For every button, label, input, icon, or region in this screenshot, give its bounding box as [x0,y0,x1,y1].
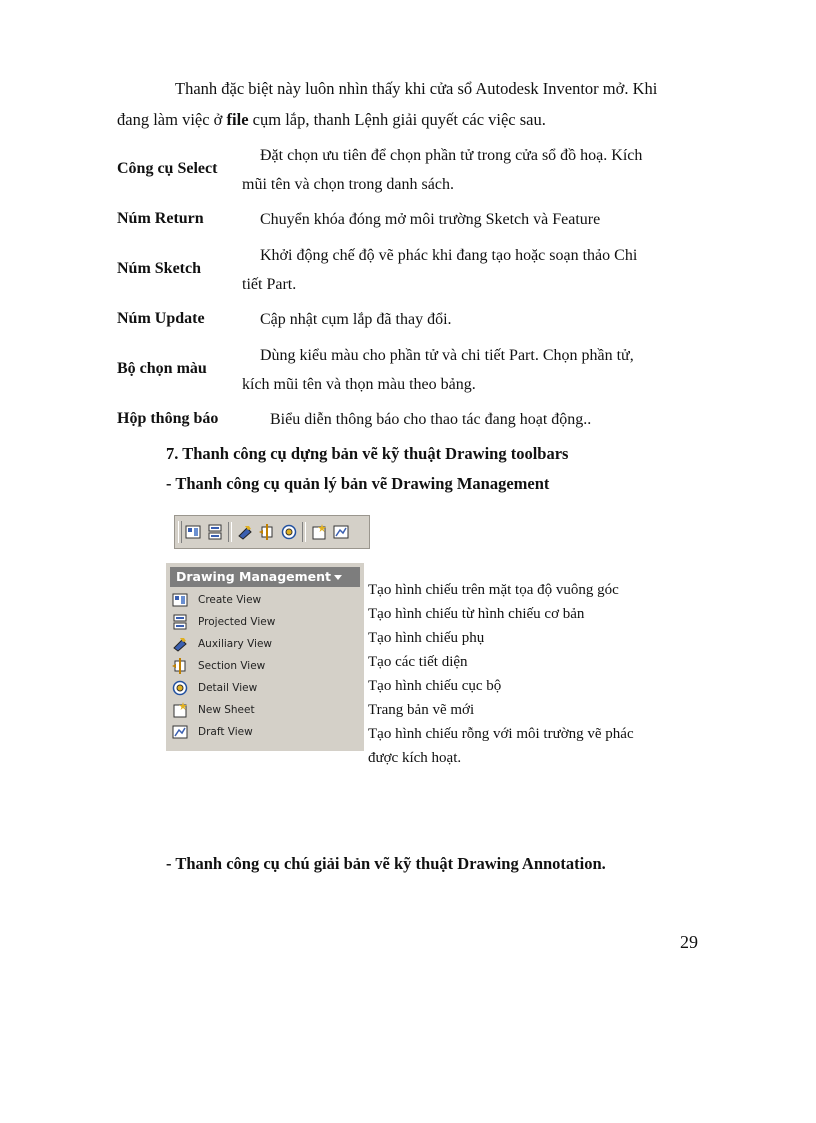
subheading-drawing-management: - Thanh công cụ quản lý bản vẽ Drawing Management [166,474,550,493]
create-view-icon [172,592,188,608]
chevron-down-icon [334,575,342,580]
projected-view-icon[interactable] [207,524,223,540]
section-heading: 7. Thanh công cụ dựng bản vẽ kỹ thuật Drawing toolbars [166,444,569,463]
section-view-icon[interactable] [259,524,275,540]
page-number: 29 [680,932,698,952]
detail-view-icon[interactable] [281,524,297,540]
panel-item-projected-view[interactable]: Projected View [172,612,352,632]
desc-message-box: Biểu diễn thông báo cho thao tác đang hoạt động.. [270,411,592,428]
desc-detail-view: Tạo hình chiếu cục bộ [368,678,502,694]
draft-view-icon [172,724,188,740]
panel-item-new-sheet[interactable]: New Sheet [172,700,352,720]
desc-auxiliary-view: Tạo hình chiếu phụ [368,630,485,646]
term-color-picker: Bộ chọn màu [117,360,207,377]
draft-view-icon[interactable] [333,524,349,540]
drawing-management-toolbar [174,515,370,549]
detail-view-icon [172,680,188,696]
projected-view-icon [172,614,188,630]
desc-select-tool-1: Đặt chọn ưu tiên để chọn phần tử trong cửa sổ đồ hoạ. Kích [260,147,643,164]
panel-item-auxiliary-view[interactable]: Auxiliary View [172,634,352,654]
term-sketch-button: Núm Sketch [117,260,202,277]
intro-line-2: đang làm việc ở file cụm lắp, thanh Lệnh giải quyết các việc sau. [117,110,546,129]
subheading-drawing-annotation: - Thanh công cụ chú giải bản vẽ kỹ thuật Drawing Annotation. [166,854,606,873]
desc-sketch-button-1: Khởi động chế độ vẽ phác khi đang tạo hoặc soạn thảo Chi [260,247,638,264]
desc-new-sheet: Trang bản vẽ mới [368,702,475,718]
new-sheet-icon[interactable] [311,524,327,540]
desc-projected-view: Tạo hình chiếu từ hình chiếu cơ bản [368,606,585,622]
desc-section-view: Tạo các tiết diện [368,654,468,670]
auxiliary-view-icon [172,636,188,652]
desc-color-picker-2: kích mũi tên và thọn màu theo bảng. [242,376,476,393]
toolbar-separator [302,522,306,542]
panel-item-detail-view[interactable]: Detail View [172,678,352,698]
desc-return-button: Chuyển khóa đóng mở môi trường Sketch và Feature [260,211,601,228]
panel-item-section-view[interactable]: Section View [172,656,352,676]
desc-select-tool-2: mũi tên và chọn trong danh sách. [242,176,454,193]
drawing-management-panel [166,563,364,751]
auxiliary-view-icon[interactable] [237,524,253,540]
panel-header[interactable]: Drawing Management [170,567,360,587]
panel-item-create-view[interactable]: Create View [172,590,352,610]
intro-line-1: Thanh đặc biệt này luôn nhìn thấy khi cửa sổ Autodesk Inventor mở. Khi [175,79,658,98]
panel-item-draft-view[interactable]: Draft View [172,722,352,742]
term-update-button: Núm Update [117,310,205,327]
new-sheet-icon [172,702,188,718]
desc-draft-view-cont: được kích hoạt. [368,750,462,766]
desc-update-button: Cập nhật cụm lắp đã thay đổi. [260,311,452,328]
create-view-icon[interactable] [185,524,201,540]
desc-sketch-button-2: tiết Part. [242,276,297,293]
desc-color-picker-1: Dùng kiểu màu cho phần tử và chi tiết Part. Chọn phần tử, [260,347,634,364]
term-select-tool: Công cụ Select [117,160,218,177]
term-return-button: Núm Return [117,210,204,227]
toolbar-grip[interactable] [178,521,182,543]
term-message-box: Hộp thông báo [117,410,219,427]
desc-draft-view: Tạo hình chiếu rỗng với môi trường vẽ phác [368,726,634,742]
desc-create-view: Tạo hình chiếu trên mặt tọa độ vuông góc [368,582,619,598]
toolbar-separator [228,522,232,542]
section-view-icon [172,658,188,674]
